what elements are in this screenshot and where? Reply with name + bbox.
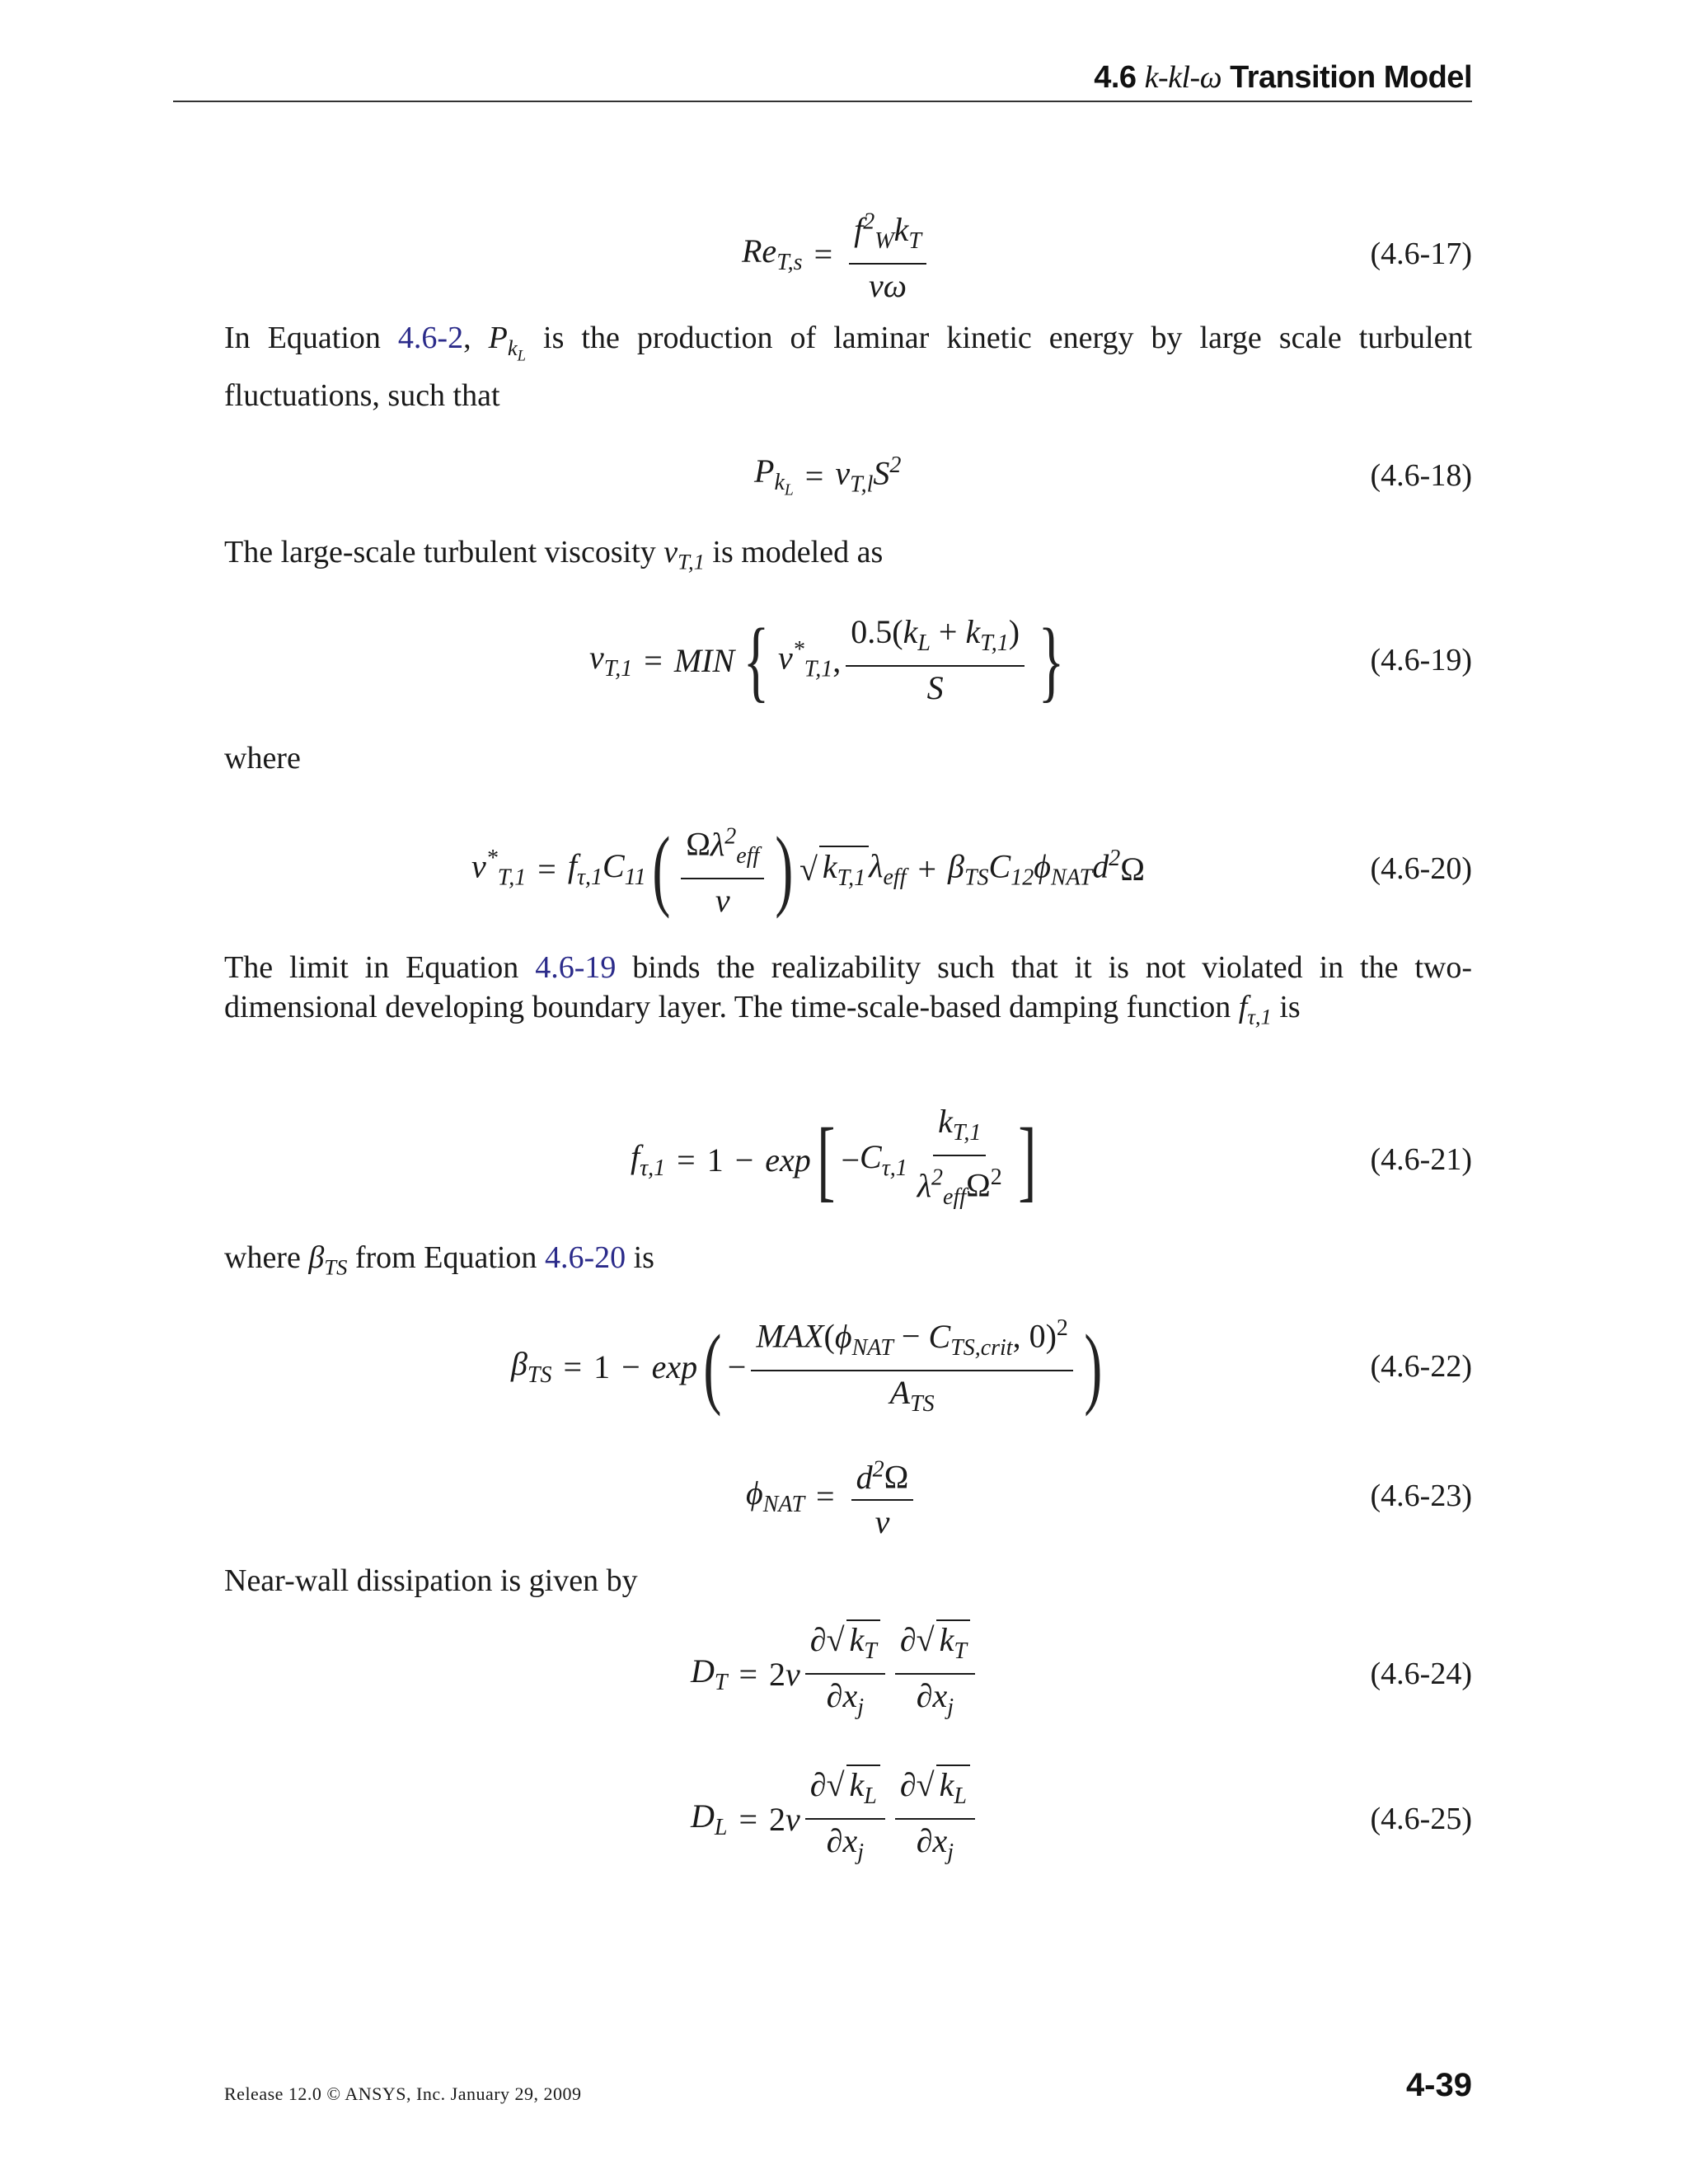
equation-number: (4.6-20) — [1370, 851, 1472, 886]
equation-4-6-20 — [0, 816, 1688, 921]
equation-4-6-17 — [0, 208, 1688, 304]
equation-number: (4.6-23) — [1370, 1479, 1472, 1513]
paragraph-limit: The limit in Equation 4.6-19 binds the realizability such that it is not violated in the two-dimensional developing boundary layer. The time-scale-based damping function $f_{\tau,1}$ is — [224, 950, 1472, 1029]
equation-body: $D_T$ = 2 ν $\frac{\partial√ k_T}{\partial x_j}$ $\frac{\partial√ k_T}{\partial x_j}$ — [691, 1625, 980, 1722]
page-number: 4-39 — [1405, 2067, 1472, 2103]
equation-4-6-24 — [0, 1621, 1688, 1722]
equation-body: $P_{k_L}$ = $\nu_{T,l}S^2$ — [754, 452, 902, 499]
equation-4-6-25 — [0, 1766, 1688, 1868]
equation-body: $\beta_{TS}$ = 1 − exp ( − $\frac{MAX(\phi_{NAT} - C_{TS,crit}, 0)^2}{A_{TS}}$ ) — [511, 1317, 1109, 1416]
equation-body: $Re_{T,s}$ = $\frac{f^2_Wk_T}{\nu\omega}$ — [742, 208, 931, 300]
equation-4-6-21 — [0, 1103, 1688, 1210]
equation-4-6-19 — [0, 612, 1688, 709]
paragraph-viscosity: The large-scale turbulent viscosity $\nu_{T,1}$ is modeled as — [224, 535, 884, 574]
header-section-number: 4.6 — [1094, 60, 1137, 95]
equation-link-4-6-19[interactable]: 4.6-19 — [535, 950, 617, 985]
equation-number: (4.6-18) — [1370, 458, 1472, 493]
equation-number: (4.6-22) — [1370, 1349, 1472, 1384]
equation-number: (4.6-17) — [1370, 237, 1472, 271]
header-model-math: k-kl-ω — [1144, 60, 1222, 95]
equation-number: (4.6-21) — [1370, 1142, 1472, 1177]
equation-body: $\phi_{NAT}$ = $\frac{d^2\Omega}{\nu}$ — [746, 1451, 918, 1541]
paragraph-beta: where $\beta_{TS}$ from Equation 4.6-20 is — [224, 1240, 654, 1280]
header-section-title: Transition Model — [1230, 60, 1472, 95]
equation-4-6-23 — [0, 1451, 1688, 1541]
equation-body: $\nu_{T,1}$ = MIN { $\nu^*_{T,1}$ , $\frac{0.5(k_L + k_{T,1})}{S}$ } — [589, 610, 1065, 710]
paragraph-dissipation: Near-wall dissipation is given by — [224, 1563, 638, 1598]
equation-number: (4.6-19) — [1370, 643, 1472, 677]
equation-number: (4.6-25) — [1370, 1802, 1472, 1836]
equation-4-6-18 — [0, 449, 1688, 502]
paragraph-production: In Equation 4.6-2, $P_{k_L}$ is the production of laminar kinetic energy by large scale turbulent fluctuations, such that — [224, 321, 1473, 413]
running-header — [1094, 59, 1472, 96]
equation-body: $f_{\tau,1}$ = 1 − exp [ − $C_{\tau,1}$ $\frac{k_{T,1}}{\lambda^2_{eff}\Omega^2}$ ] — [631, 1103, 1037, 1210]
footer-release: Release 12.0 © ANSYS, Inc. January 29, 2009 — [224, 2083, 582, 2104]
equation-link-4-6-20[interactable]: 4.6-20 — [544, 1240, 626, 1275]
equation-body: $\nu^*_{T,1}$ = $f_{\tau,1}C_{11}$ ( $\frac{\Omega\lambda^2_{eff}}{\nu}$ ) √ $k_{T,1}$ $\lambda_{eff}$ + $\beta_{TS}C_{12}\phi_{NAT}d^2$ Ω — [471, 818, 1145, 919]
equation-body: $D_L$ = 2 ν $\frac{\partial√ k_L}{\partial x_j}$ $\frac{\partial√ k_L}{\partial x_j}$ — [691, 1770, 980, 1868]
equation-number: (4.6-24) — [1370, 1657, 1472, 1691]
equation-link-4-6-2[interactable]: 4.6-2 — [397, 321, 464, 355]
paragraph-where: where — [224, 741, 301, 776]
header-rule — [173, 101, 1472, 102]
equation-4-6-22 — [0, 1317, 1688, 1416]
